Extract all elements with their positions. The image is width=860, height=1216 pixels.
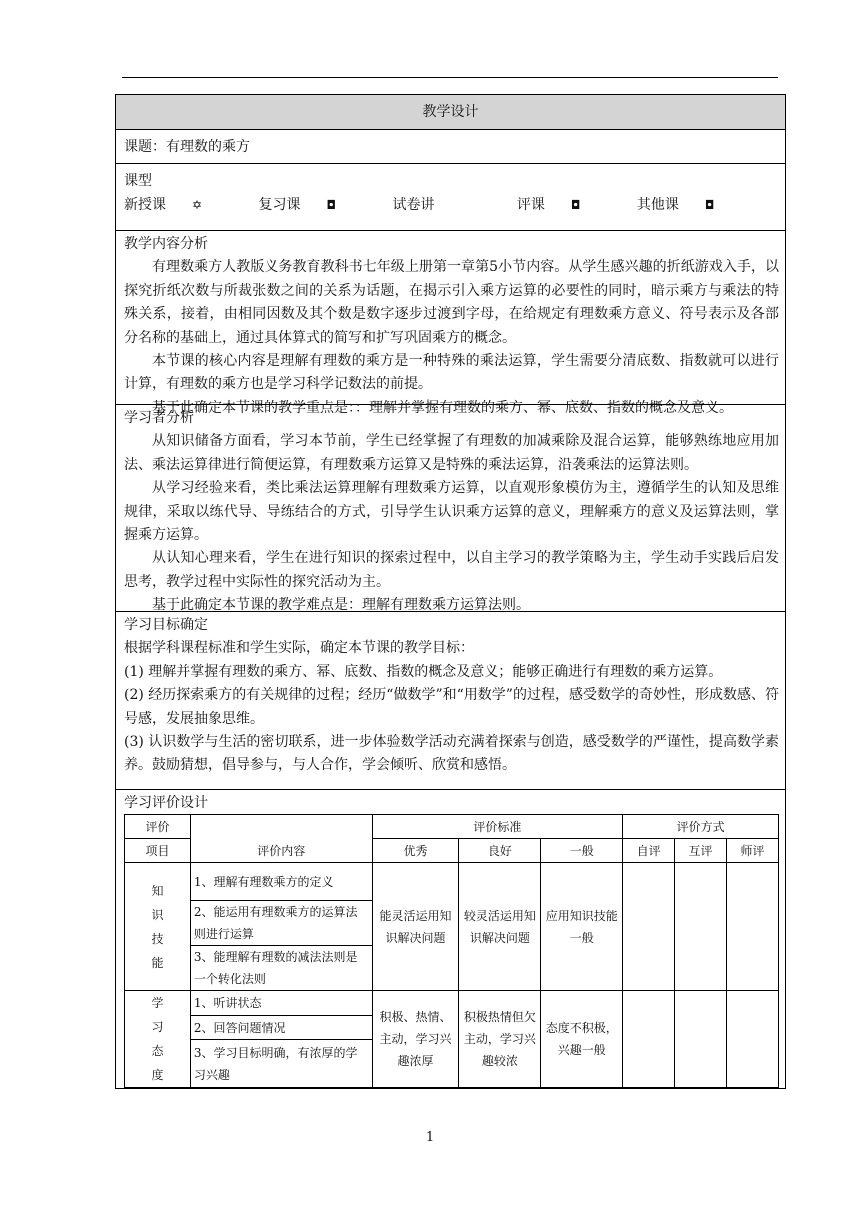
checkbox-mark-icon: ◘ — [326, 198, 337, 212]
header-cell: 评价 — [125, 815, 191, 839]
section-heading: 教学内容分析 — [124, 236, 208, 252]
good-cell: 积极热情但欠主动，学习兴趣较浓 — [459, 991, 541, 1088]
section-heading: 学习评价设计 — [124, 795, 208, 811]
goal-item: (1) 理解并掌握有理数的乘方、幂、底数、指数的概念及意义；能够正确进行有理数的乘方运算。 — [124, 663, 723, 680]
teacher-eval-cell[interactable] — [727, 991, 779, 1088]
paragraph: 从知识储备方面看，学习本节前，学生已经掌握了有理数的加减乘除及混合运算，能够熟练地应用加法、乘法运算律进行简便运算，有理数乘方运算又是特殊的乘法运算，沿袭乘法的运算法则。 — [124, 433, 779, 473]
group-name-cell: 学 习 态 度 — [125, 991, 191, 1088]
average-cell: 应用知识技能一般 — [541, 863, 623, 991]
goal-item: (2) 经历探索乘方的有关规律的过程；经历“做数学”和“用数学”的过程，感受数学的奇妙性，形成数感、符号感，发展抽象思维。 — [124, 687, 779, 727]
learner-analysis-section — [116, 405, 785, 612]
paragraph: 从认知心理来看，学生在进行知识的探索过程中，以自主学习的教学策略为主，学生动手实践后启发思考，教学过程中实际性的探究活动为主。 — [124, 550, 779, 590]
header-cell: 良好 — [459, 839, 541, 863]
lesson-type-section — [116, 164, 785, 231]
paragraph: 基于此确定本节课的教学重点是：：理解并掌握有理数的乘方、幂、底数、指数的概念及意义。 — [152, 399, 733, 416]
average-cell: 态度不积极，兴趣一般 — [541, 991, 623, 1088]
content-cell: 1、听讲状态 — [190, 991, 372, 1016]
peer-eval-cell[interactable] — [675, 991, 727, 1088]
paragraph: 根据学科课程标准和学生实际，确定本节课的教学目标： — [124, 640, 474, 657]
self-eval-cell[interactable] — [623, 863, 675, 991]
header-cell: 优秀 — [372, 839, 459, 863]
content-cell: 2、能运用有理数乘方的运算法则进行运算 — [190, 901, 372, 946]
goal-item: (3) 认识数学与生活的密切联系，进一步体验数学活动充满着探索与创造，感受数学的严谨性，提高数学素养。鼓励猜想，倡导参与，与人合作，学会倾听、欣赏和感悟。 — [124, 734, 779, 774]
paragraph: 从学习经验来看，类比乘法运算理解有理数乘方运算，以直观形象模仿为主，遵循学生的认知及思维规律，采取以练代导、导练结合的方式，引导学生认识乘方运算的意义，理解乘方的意义及运算法则，掌握乘方运算。 — [124, 480, 779, 544]
header-cell: 评价标准 — [372, 815, 623, 839]
excellent-cell: 能灵活运用知识解决问题 — [372, 863, 459, 991]
goals-section — [116, 612, 785, 790]
header-cell: 互评 — [675, 839, 727, 863]
lesson-type-option[interactable]: 评课 ◘ — [516, 197, 581, 213]
lesson-type-option[interactable]: 新授课 ✡ — [124, 197, 203, 213]
paragraph: 基于此确定本节课的教学难点是：理解有理数乘方运算法则。 — [152, 597, 530, 614]
evaluation-section — [116, 790, 785, 1088]
header-rule — [122, 77, 778, 78]
lesson-type-options — [124, 194, 777, 214]
subject-line: 课题：有理数的乘方 — [116, 130, 785, 164]
peer-eval-cell[interactable] — [675, 863, 727, 991]
paragraph: 本节课的核心内容是理解有理数的乘方是一种特殊的乘法运算，学生需要分清底数、指数就可以进行计算，有理数的乘方也是学习科学记数法的前提。 — [124, 353, 779, 393]
content-cell: 3、能理解有理数的减法法则是一个转化法则 — [190, 946, 372, 991]
table-title: 教学设计 — [116, 95, 785, 130]
evaluation-table — [124, 814, 779, 1088]
header-cell: 自评 — [623, 839, 675, 863]
header-cell: 一般 — [541, 839, 623, 863]
content-cell: 3、学习目标明确，有浓厚的学习兴趣 — [190, 1040, 372, 1088]
lesson-type-option[interactable]: 试卷讲 — [392, 197, 435, 213]
content-analysis-section — [116, 231, 785, 416]
paragraph: 有理数乘方人教版义务教育教科书七年级上册第一章第5小节内容。从学生感兴趣的折纸游戏入手，以探究折纸次数与所裁张数之间的关系为话题，在揭示引入乘方运算的必要性的同时，暗示乘方与乘法的特殊关系，接着，由相同因数及其个数是数字逐步过渡到字母，在给规定有理数乘方意义、符号表示及各部分名称的基础上，通过具体算式的简写和扩写巩固乘方的概念。 — [124, 259, 779, 346]
header-cell: 项目 — [125, 839, 191, 863]
lesson-type-label: 课型 — [124, 173, 152, 189]
self-eval-cell[interactable] — [623, 991, 675, 1088]
content-cell: 2、回答问题情况 — [190, 1016, 372, 1040]
section-heading: 学习者分析 — [124, 410, 194, 426]
header-cell: 师评 — [727, 839, 779, 863]
checkbox-mark-icon: ✡ — [192, 198, 203, 212]
header-cell: 评价方式 — [623, 815, 779, 839]
checkbox-mark-icon: ◘ — [570, 198, 581, 212]
content-cell: 1、理解有理数乘方的定义 — [190, 863, 372, 901]
header-cell: 评价内容 — [190, 815, 372, 863]
teacher-eval-cell[interactable] — [727, 863, 779, 991]
checkbox-mark-icon: ◘ — [704, 198, 715, 212]
good-cell: 较灵活运用知识解决问题 — [459, 863, 541, 991]
lesson-type-option[interactable]: 复习课 ◘ — [258, 197, 337, 213]
excellent-cell: 积极、热情、主动，学习兴趣浓厚 — [372, 991, 459, 1088]
section-heading: 学习目标确定 — [124, 617, 208, 633]
page-number: 1 — [425, 1130, 435, 1145]
lesson-plan-table — [115, 94, 786, 1089]
lesson-type-option[interactable]: 其他课 ◘ — [636, 197, 715, 213]
group-name-cell: 知 识 技 能 — [125, 863, 191, 991]
